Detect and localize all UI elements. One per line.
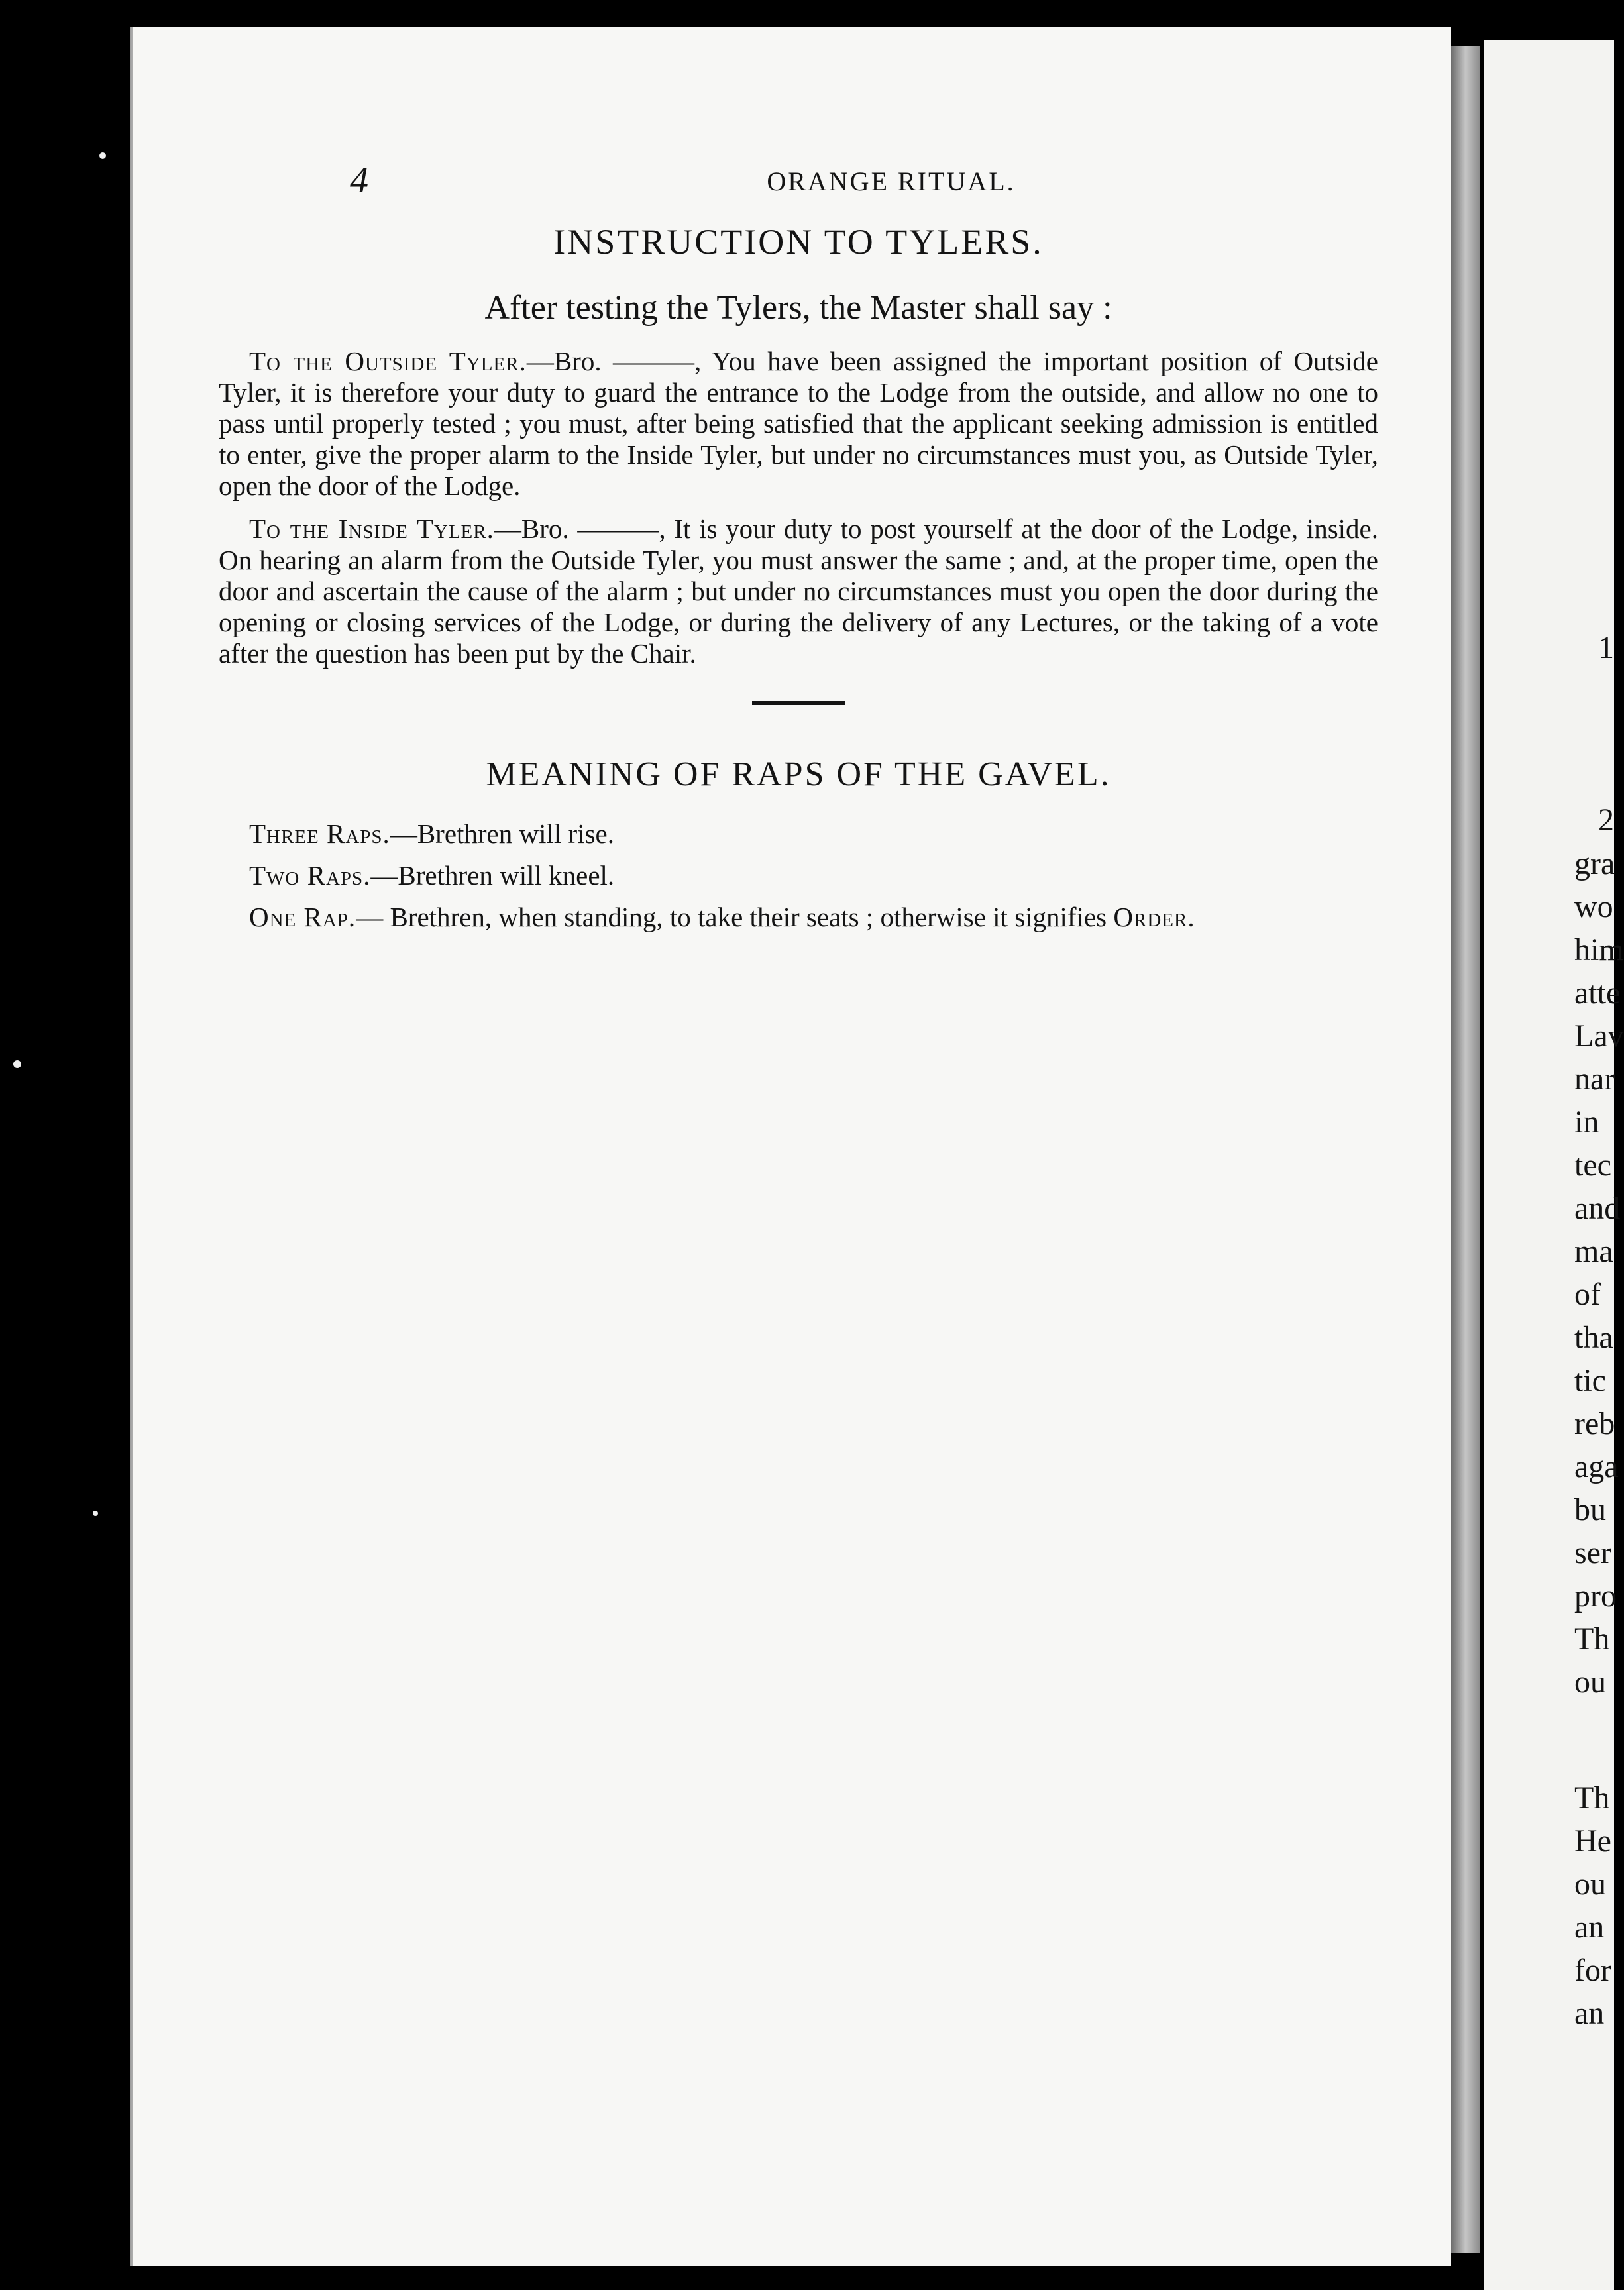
one-rap-label: One Rap.	[249, 902, 356, 932]
three-raps-text: —Brethren will rise.	[390, 818, 614, 849]
page-number: 4	[350, 160, 368, 201]
facing-page-fragment: tha	[1574, 1320, 1613, 1355]
page-content	[219, 219, 1378, 943]
instruction-lead: After testing the Tylers, the Master shall say :	[484, 289, 1112, 327]
running-head-title: ORANGE RITUAL.	[767, 166, 1016, 196]
three-raps-label: Three Raps.	[249, 818, 390, 849]
facing-page-fragment: atte	[1574, 975, 1621, 1010]
facing-page-fragment: Th	[1574, 1780, 1610, 1816]
facing-page-fragment: him	[1574, 932, 1624, 967]
one-rap-text: — Brethren, when standing, to take their seats ; otherwise it signifies	[356, 902, 1114, 932]
outside-tyler-paragraph	[219, 346, 1378, 502]
one-rap-entry	[219, 901, 1378, 934]
scan-speck	[13, 1060, 21, 1068]
inside-tyler-paragraph	[219, 514, 1378, 669]
facing-page-fragment: wo	[1574, 889, 1613, 924]
two-raps-entry	[219, 859, 1378, 892]
inside-tyler-label: To the Inside Tyler.	[249, 514, 494, 544]
facing-page-fragment: for	[1574, 1953, 1611, 1988]
facing-page-fragment: ma	[1574, 1234, 1613, 1269]
facing-page-fragment: gra	[1574, 846, 1615, 881]
facing-page-fragment: nar	[1574, 1062, 1615, 1097]
three-raps-entry	[219, 818, 1378, 850]
facing-page-fragment: Th	[1574, 1621, 1610, 1657]
inside-tyler-text: —Bro. ———, It is your duty to post yourself at the door of the Lodge, inside. On hearing an alarm from the Outside Tyler, you must answer the same ; and, at the proper time, open the door and ascertain the cause of the alarm ; but under no circumstances must you open the door during the opening or closing services of the Lodge, or during the delivery of any Lectures, or the taking of a vote after the question has been put by the Chair.	[219, 514, 1378, 669]
facing-page-fragment: of	[1574, 1277, 1601, 1312]
facing-page-fragment: an	[1574, 1996, 1605, 2031]
facing-page-fragment: ser	[1574, 1535, 1611, 1570]
facing-page-fragment: tic	[1574, 1363, 1606, 1398]
facing-page-number: 2	[1598, 802, 1614, 838]
outside-tyler-text: —Bro. ———, You have been assigned the important position of Outside Tyler, it is therefore your duty to guard the entrance to the Lodge from the outside, and allow no one to pass until properly tested ; you must, after being satisfied that the applicant seeking admission is entitled to enter, give the proper alarm to the Inside Tyler, but under no circumstances must you, as Outside Tyler, open the door of the Lodge.	[219, 346, 1378, 501]
facing-page-fragment: tec	[1574, 1148, 1611, 1183]
facing-page	[1484, 40, 1624, 2290]
instruction-title: INSTRUCTION TO TYLERS.	[553, 222, 1044, 262]
order-word: Order.	[1113, 902, 1195, 932]
two-raps-text: —Brethren will kneel.	[370, 860, 615, 891]
facing-page-fragment: in	[1574, 1105, 1599, 1140]
facing-page-fragment: Lav	[1574, 1018, 1624, 1054]
outside-tyler-label: To the Outside Tyler.	[249, 346, 527, 376]
facing-page-fragment: pro	[1574, 1578, 1617, 1613]
facing-page-fragment: bu	[1574, 1492, 1606, 1527]
section-divider	[752, 701, 845, 705]
raps-title: MEANING OF RAPS OF THE GAVEL.	[486, 755, 1111, 793]
scan-speck	[93, 1511, 98, 1516]
facing-page-fragment: He	[1574, 1824, 1611, 1859]
facing-page-number: 1	[1598, 630, 1614, 665]
two-raps-label: Two Raps.	[249, 860, 371, 891]
facing-page-fragment: and	[1574, 1191, 1621, 1226]
facing-page-fragment: aga	[1574, 1449, 1619, 1484]
facing-page-fragment: an	[1574, 1910, 1605, 1945]
facing-page-fragment: reb	[1574, 1406, 1615, 1441]
scan-speck	[99, 152, 106, 159]
facing-page-fragment: ou	[1574, 1664, 1606, 1700]
page-gutter-shadow	[1451, 46, 1480, 2253]
facing-page-fragment: ou	[1574, 1867, 1606, 1902]
running-head	[133, 159, 1451, 199]
